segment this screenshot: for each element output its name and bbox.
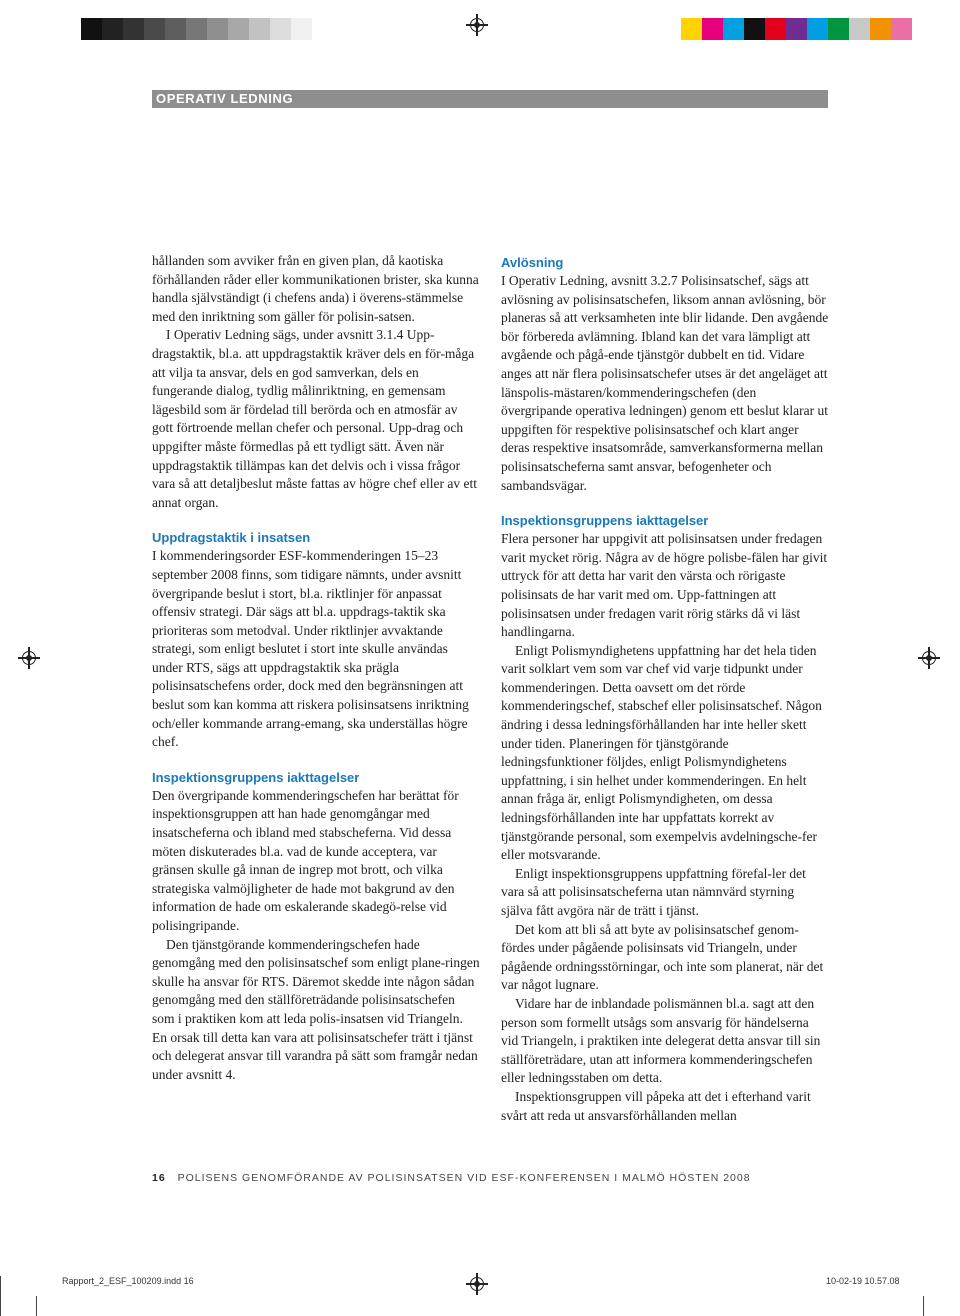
color-swatch <box>807 18 828 40</box>
gray-swatch <box>228 18 249 40</box>
subheading: Inspektionsgruppens iakttagelser <box>152 769 360 785</box>
color-swatch <box>681 18 702 40</box>
color-swatch <box>849 18 870 40</box>
crop-mark <box>0 1276 1 1316</box>
left-column <box>152 252 480 1084</box>
color-print-bar <box>681 18 933 40</box>
paragraph: I Operativ Ledning, avsnitt 3.2.7 Polisinsatschef, sägs att avlösning av polisinsatschefen, liksom annan avlösning, bör planeras så att verksamheten inte blir lidande. Den avgående bör förbereda avlämning. Ibland kan det vara lämpligt att avgående och pågå-ende tjänstgör dubbelt en tid. Vidare anges att när flera polisinsatschefer utses är det angeläget att länspolis-mästaren/kommenderingschefen (den övergripande operativa ledningen) genom ett beslut klarar ut uppgiften för respektive polisinsatschef och klart anger deras respektive insatsområde, samverkansformerna mellan polisinsatscheferna samt ansvar, befogenheter och sambandsvägar. <box>501 273 829 493</box>
right-column <box>501 254 829 1125</box>
gray-swatch <box>123 18 144 40</box>
paragraph: Inspektionsgruppen vill påpeka att det i efterhand varit svårt att reda ut ansvarsförhållanden mellan <box>501 1088 811 1123</box>
paragraph: Enligt inspektionsgruppens uppfattning förefal-ler det vara så att polisinsatscheferna utan nämnvärd styrning själva fått avgöra när de trätt i tjänst. <box>501 865 806 918</box>
registration-mark-icon <box>470 1277 484 1291</box>
color-swatch <box>870 18 891 40</box>
gray-swatch <box>102 18 123 40</box>
color-swatch <box>828 18 849 40</box>
color-swatch <box>912 18 933 40</box>
gray-swatch <box>81 18 102 40</box>
footer-title: POLISENS GENOMFÖRANDE AV POLISINSATSEN VID ESF-KONFERENSEN I MALMÖ HÖSTEN 2008 <box>177 1172 751 1184</box>
paragraph: I kommenderingsorder ESF-kommenderingen 15–23 september 2008 finns, som tidigare nämnts, under avsnitt övergripande beslut i stort, bl.a. riktlinjer för anpassat offensiv strategi. Där sägs att bl.a. uppdrags-taktik ska prioriteras som metodval. Under riktlinjer avvaktande strategi, som enligt beslutet i stort inte skulle användas under RTS, sägs att uppdragstaktik ska prägla polisinsatschefens order, dock med den begränsningen att beslut som kan komma att riskera polisinsatsens inriktning och/eller kommande arrang-emang, ska underställas högre chef. <box>152 548 469 750</box>
subheading: Avlösning <box>501 255 564 270</box>
gray-swatch <box>291 18 312 40</box>
registration-mark-icon <box>470 18 484 32</box>
gray-swatch <box>270 18 291 40</box>
registration-mark-icon <box>22 651 36 665</box>
registration-mark-icon <box>922 651 936 665</box>
gray-swatch <box>186 18 207 40</box>
paragraph: Det kom att bli så att byte av polisinsatschef genom-fördes under pågående polisinsats vid Triangeln, under pågående ordningsstörningar, och inte som planerat, när det var något lugnare. <box>501 921 824 993</box>
gray-swatch <box>144 18 165 40</box>
color-swatch <box>744 18 765 40</box>
color-swatch <box>786 18 807 40</box>
paragraph: Den övergripande kommenderingschefen har berättat för inspektionsgruppen att han hade genomgångar med insatscheferna och ibland med stabscheferna. Vid dessa möten diskuterades bl.a. vad de kunde acceptera, var gränsen skulle gå innan de ingrep mot brott, och vilka strategiska valmöjligheter de hade mot bakgrund av den information de hade om eskalerande skadegö-relse vid polisingripande. <box>152 787 459 933</box>
page-footer <box>152 1172 751 1184</box>
color-swatch <box>702 18 723 40</box>
subheading: Inspektionsgruppens iakttagelser <box>501 513 709 529</box>
slug-timestamp: 10-02-19 10.57.08 <box>826 1276 900 1286</box>
slug-filename: Rapport_2_ESF_100209.indd 16 <box>62 1276 194 1286</box>
color-swatch <box>891 18 912 40</box>
paragraph: hållanden som avviker från en given plan, då kaotiska förhållanden råder eller kommunikationen brister, ska kunna handla självständigt (i chefens anda) i överens-stämmelse med den inriktning som gäller för polisin-satsen. <box>152 253 479 324</box>
paragraph: Vidare har de inblandade polismännen bl.a. sagt att den person som formellt utsågs som ansvarig för händelserna vid Triangeln, i praktiken inte delegerat detta ansvar till sin ställföreträdare, utan att informera kommenderingschefen eller ledningsstaben om detta. <box>501 995 821 1086</box>
crop-mark <box>36 1296 37 1316</box>
gray-swatch <box>249 18 270 40</box>
gray-swatch <box>312 18 333 40</box>
color-swatch <box>765 18 786 40</box>
section-header-title: OPERATIV LEDNING <box>156 91 294 106</box>
color-swatch <box>723 18 744 40</box>
paragraph: I Operativ Ledning sägs, under avsnitt 3.1.4 Upp-dragstaktik, bl.a. att uppdragstaktik kräver dels en för-måga att vilja ta ansvar, dels en god samverkan, dels en fungerande dialog, tydlig målinriktning, en gemensam lägesbild som är fördelad till berörda och en atmosfär av gott förtroende mellan chefer och personal. Upp-drag och uppgifter måste förmedlas på ett tydligt sätt. Även när uppdragstaktik tillämpas kan det delvis och i vissa frågor vara så att detaljbeslut måste fattas av högre chef eller av ett annat organ. <box>152 327 477 510</box>
gray-swatch <box>207 18 228 40</box>
gray-swatch <box>165 18 186 40</box>
crop-mark <box>923 1296 924 1316</box>
section-header-bar <box>152 90 828 108</box>
subheading: Uppdragstaktik i insatsen <box>152 530 311 546</box>
paragraph: Flera personer har uppgivit att polisinsatsen under fredagen varit mycket rörig. Några av de högre polisbe-fälen har givit uttryck för att detta har varit den värsta och rörigaste polisinsats de har varit med om. Upp-fattningen att polisinsatsen under fredagen varit rörig stärks då vi läst handlingarna. <box>501 531 828 640</box>
gray-swatch <box>60 18 81 40</box>
paragraph: Den tjänstgörande kommenderingschefen hade genomgång med den polisinsatschef som enligt plane-ringen skulle ha ansvar för RTS. Däremot skedde inte någon sådan genomgång med den ställföreträdande polisinsatschefen som i praktiken kom att leda polis-insatsen vid Triangeln. En orsak till detta kan vara att polisinsatschefer trätt i tjänst och delegerat ansvar till varandra på sätt som framgår nedan under avsnitt 4. <box>152 936 480 1082</box>
page-number: 16 <box>152 1172 166 1184</box>
paragraph: Enligt Polismyndighetens uppfattning har det hela tiden varit solklart vem som var chef vid varje tidpunkt under kommenderingen. Detta oavsett om det rörde kommenderingschef, stabschef eller polisinsatschef. Någon ändring i dessa ledningsförhållanden har inte heller skett under tiden. Planeringen för tjänstgörande ledningsfunktioner följdes, enligt Polismyndighetens uppfattning, i sin helhet under kommenderingen. En helt annan fråga är, enligt Polismyndigheten, om dessa ledningsförhållanden inte har uppfattats korrekt av tjänstgörande personal, som exempelvis avdelningsche-fer eller motsvarande. <box>501 642 822 863</box>
grayscale-print-bar <box>60 18 333 40</box>
